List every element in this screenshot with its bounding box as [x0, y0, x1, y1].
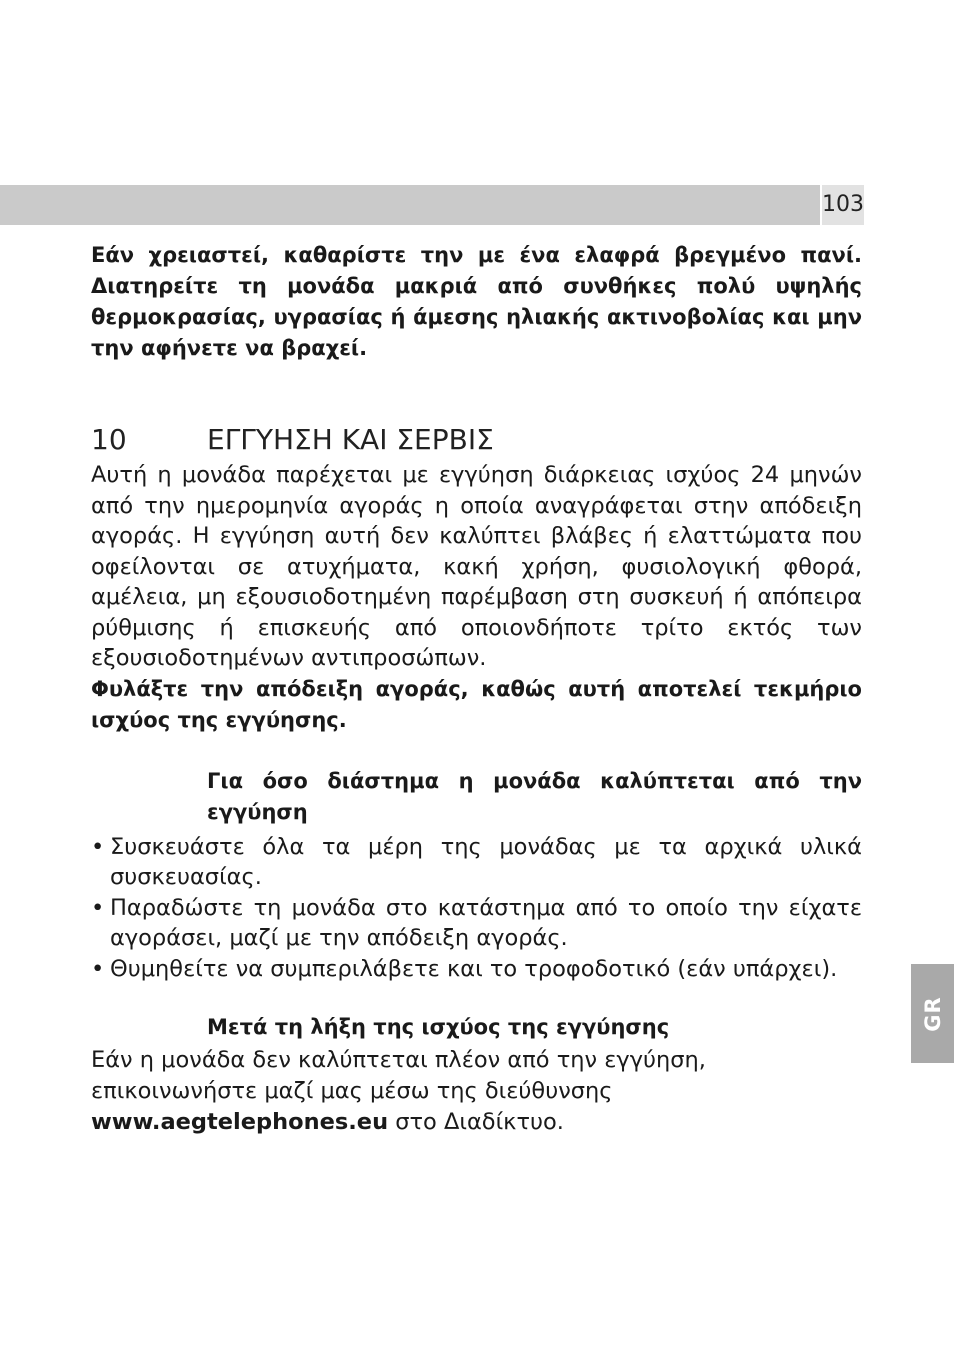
section-number: 10 — [91, 423, 127, 456]
list-item — [91, 954, 862, 985]
bullet-icon: • — [91, 955, 105, 982]
language-tab — [911, 964, 954, 1063]
warranty-paragraph: Αυτή η μονάδα παρέχεται με εγγύηση διάρκειας ισχύος 24 μηνών από την ημερομηνία αγοράς η οποία αναγράφεται στην απόδειξη αγοράς. Η εγγύηση αυτή δεν καλύπτει βλάβες ή ελαττώματα που οφείλονται σε ατυχήματα, κακή χρήση, φυσιολογική φθορά, αμέλεια, μη εξουσιοδοτημένη παρέμβαση στη συσκευή ή απόπειρα ρύθμισης ή επισκευής από οποιονδήποτε τρίτο εκτός των εξουσιοδοτημένων αντιπροσώπων. — [91, 462, 862, 671]
page-number: 103 — [822, 185, 864, 225]
list-item-text: Θυμηθείτε να συμπεριλάβετε και το τροφοδοτικό (εάν υπάρχει). — [110, 955, 838, 982]
website-link[interactable]: www.aegtelephones.eu — [91, 1109, 389, 1135]
section-heading — [91, 422, 862, 458]
receipt-note: Φυλάξτε την απόδειξη αγοράς, καθώς αυτή αποτελεί τεκμήριο ισχύος της εγγύησης. — [91, 676, 862, 732]
expired-paragraph — [91, 1045, 862, 1138]
bullet-icon: • — [91, 894, 105, 921]
list-item-text: Παραδώστε τη μονάδα στο κατάστημα από το οποίο την είχατε αγοράσει, μαζί με την απόδειξη αγοράς. — [110, 894, 862, 951]
expired-line-2: επικοινωνήστε μαζί μας μέσω της διεύθυνσης — [91, 1078, 613, 1104]
page-content — [91, 240, 862, 1138]
covered-heading: Για όσο διάστημα η μονάδα καλύπτεται από την εγγύηση — [207, 768, 862, 824]
section-title: ΕΓΓΥΗΣΗ ΚΑΙ ΣΕΡΒΙΣ — [207, 423, 494, 456]
expired-line-1: Εάν η μονάδα δεν καλύπτεται πλέον από την εγγύηση, — [91, 1047, 706, 1073]
cleaning-instructions: Εάν χρειαστεί, καθαρίστε την με ένα ελαφρά βρεγμένο πανί. Διατηρείτε τη μονάδα μακριά από συνθήκες πολύ υψηλής θερμοκρασίας, υγρασίας ή άμεσης ηλιακής ακτινοβολίας και μην την αφήνετε να βραχεί. — [91, 243, 862, 360]
website-link-suffix: στο Διαδίκτυο. — [388, 1109, 564, 1135]
list-item — [91, 893, 862, 954]
expired-heading: Μετά τη λήξη της ισχύος της εγγύησης — [207, 1015, 670, 1039]
header-band — [0, 185, 820, 225]
list-item — [91, 832, 862, 893]
bullet-icon: • — [91, 833, 105, 860]
language-tab-label: GR — [920, 995, 945, 1032]
covered-list — [91, 832, 862, 985]
list-item-text: Συσκευάστε όλα τα μέρη της μονάδας με τα αρχικά υλικά συσκευασίας. — [110, 833, 862, 890]
